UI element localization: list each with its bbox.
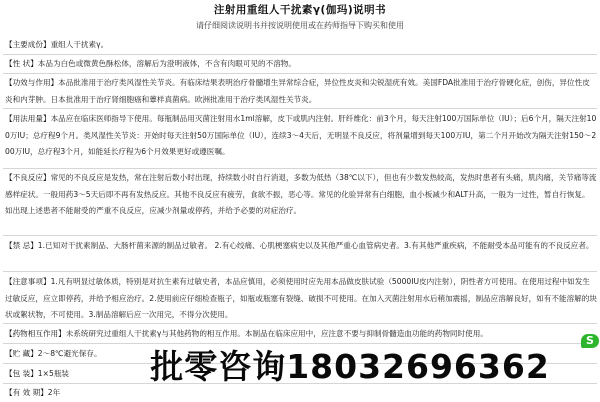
- section-text: 2年: [47, 388, 61, 397]
- section-dosage: [3, 111, 597, 169]
- document-title: 注射用重组人干扰素γ(伽玛)说明书: [213, 4, 387, 16]
- section-label: 【功效与作用】: [5, 78, 59, 87]
- section-contraindications: [3, 238, 597, 272]
- section-adverse-reactions: [3, 170, 597, 236]
- section-text: 未系统研究过重组人干扰素γ与其他药物的相互作用。本制品在临床应用中，应注意不要与抑制骨髓造血功能的药物同时使用。: [65, 329, 488, 338]
- section-ingredients: [3, 37, 597, 55]
- section-label: 【性 状】: [5, 59, 38, 68]
- section-label: 【用法用量】: [5, 114, 51, 123]
- section-label: 【包 装】: [5, 369, 38, 378]
- document-subtitle: 请仔细阅读说明书并按说明使用或在药师指导下购买和使用: [196, 21, 404, 30]
- section-text: 1.凡有明显过敏体质，特别是对抗生素有过敏史者，本品应慎用，必须使用时应先用本品做皮肤试验（5000IU皮内注射），阴性者方可使用。在使用过程中如发生过敏反应，应立即停药，并给予相应治疗。2.使用前应仔细检查瓶子，如瓶或瓶塞有裂缝、破损不可使用。在加入灭菌注射用水后稍加震摇，制品应溶解良好，如有不能溶解的块状或絮状物，不可使用。3.制品溶解后应一次用完，不得分次使用。: [5, 277, 597, 320]
- section-label: 【药物相互作用】: [5, 329, 66, 338]
- chat-logo-icon: [581, 334, 599, 348]
- section-text: 本品为白色或微黄色酥松体，溶解后为澄明液体，不含有肉眼可见的不溶物。: [37, 59, 296, 68]
- section-label: 【注意事项】: [5, 277, 51, 286]
- contact-overlay-text: 批零咨询18032696362: [150, 347, 550, 386]
- section-precautions: [3, 274, 597, 324]
- section-text: 常见的不良反应是发热，常在注射后数小时出现，持续数小时自行消退，多数为低热（38℃以下），但也有少数发热较高，发热时患者有头痛，肌肉痛，关节痛等流感样症状。一般用药3～5天后即不再有发热反应。其他不良反应有疲劳，食欲不振，恶心等。常见的化验异常有白细胞，血小板减少和ALT升高，一般为一过性，暂自行恢复。如出现上述患者不能耐受的严重不良反应，应减少剂量或停药，并给予必要的对症治疗。: [5, 173, 597, 216]
- section-text: 1.已知对干扰素制品、大肠杆菌来源的制品过敏者。 2.有心绞痛、心肌梗塞病史以及其他严重心血管病史者。3.有其他严重疾病，不能耐受本品可能有的不良反应者。: [37, 241, 594, 250]
- section-label: 【有 效 期】: [5, 388, 48, 397]
- section-text: 2～8℃避光保存。: [37, 349, 102, 358]
- section-label: 【禁 忌】: [5, 241, 38, 250]
- section-text: 本品批准用于治疗类风湿性关节炎。有临床结果表明治疗骨髓增生异常综合症，异位性皮炎和尖锐湿疣有效。美国FDA批准用于治疗骨硬化症，创伤，异位性皮炎和内芽肿。日本批准用于治疗肾细胞癌和蕈样真菌病。欧洲批准用于治疗类风湿性关节炎。: [5, 78, 590, 104]
- section-text: 本品应在临床医师指导下使用。每瓶制品用灭菌注射用水1ml溶解，皮下或肌内注射。肝纤维化：前3个月，每天注射100万国际单位（IU）；后6个月，隔天注射100万IU；总疗程9个月。类风湿性关节炎：开始时每天注射50万国际单位（IU），连续3～4天后，无明显不良反应，将剂量增到每天100万IU，第二个月开始改为隔天注射150～200万IU，总疗程3个月，如能延长疗程为6个月效果更好或遵医嘱。: [5, 114, 597, 157]
- section-appearance: [3, 56, 597, 74]
- section-drug-interactions: [3, 326, 597, 344]
- section-efficacy: [3, 75, 597, 109]
- section-label: 【贮 藏】: [5, 349, 38, 358]
- section-text: 重组人干扰素γ。: [50, 40, 109, 49]
- logo-letter: S: [586, 334, 594, 347]
- section-label: 【主要成份】: [5, 40, 51, 49]
- section-label: 【不良反应】: [5, 173, 51, 182]
- section-text: 1×5瓶装: [37, 369, 70, 378]
- section-shelf-life: [3, 385, 597, 402]
